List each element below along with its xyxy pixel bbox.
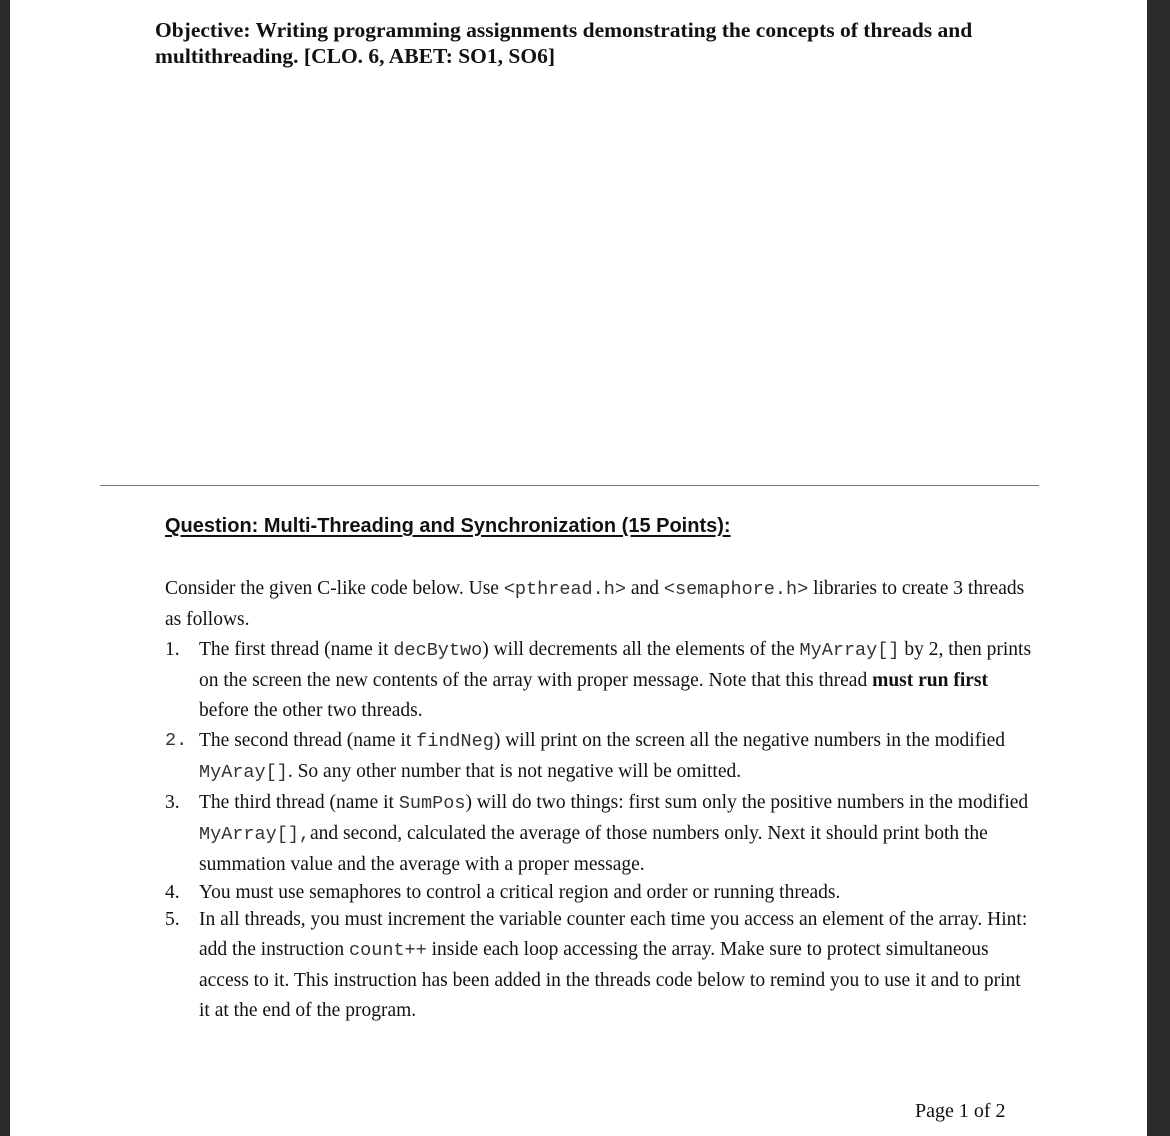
list-item [165, 788, 1035, 880]
list-item [165, 726, 1035, 788]
code-myarray: MyArray[] [799, 640, 900, 661]
code-myaray: MyAray[] [199, 762, 288, 783]
code-myarray: MyArray[], [199, 824, 311, 845]
list-item-number: 1. [165, 639, 180, 660]
code-decbytwo: decBytwo [393, 640, 483, 661]
item-text: ) will print on the screen all the negative numbers in the modified [493, 730, 1006, 751]
code-sumpos: SumPos [398, 793, 466, 814]
page-number: Page 1 of 2 [915, 1100, 1006, 1122]
list-item-number: 3. [165, 792, 180, 813]
semaphore-header-code: <semaphore.h> [663, 579, 809, 600]
list-item [165, 880, 1035, 905]
horizontal-divider [100, 485, 1039, 486]
list-item [165, 635, 1035, 726]
item-text: The third thread (name it [199, 792, 399, 813]
item-text: by 2, then prints on the screen the new contents of the array with proper message. Note that this thread [199, 639, 1032, 691]
list-item-number: 5. [165, 909, 180, 930]
list-item-number: 4. [165, 882, 180, 903]
item-text: ) will do two things: first sum only the positive numbers in the modified [465, 792, 1029, 813]
intro-text-2: and [625, 578, 664, 599]
item-text: . So any other number that is not negative will be omitted. [287, 761, 742, 782]
item-text: The second thread (name it [199, 730, 417, 751]
question-title: Question: Multi-Threading and Synchronization (15 Points): [165, 515, 731, 537]
list-item-number: 2. [165, 730, 188, 751]
item-text: You must use semaphores to control a critical region and order or running threads. [199, 882, 841, 903]
item-text: ) will decrements all the elements of the [482, 639, 800, 660]
item-text: before the other two threads. [199, 700, 423, 721]
code-findneg: findNeg [416, 731, 494, 752]
list-item [165, 905, 1035, 1026]
pthread-header-code: <pthread.h> [503, 579, 626, 600]
item-text: inside each loop accessing the array. Make sure to protect simultaneous access to it. This instruction has been added in the threads code below to remind you to use it and to print it at the end of the program. [199, 939, 1021, 1021]
document-page [10, 0, 1147, 1136]
item-text: and second, calculated the average of those numbers only. Next it should print both the summation value and the average with a proper message. [199, 823, 988, 875]
objective-heading [155, 17, 1035, 69]
emphasis-text: must run first [872, 670, 988, 691]
question-body [165, 574, 1035, 1026]
intro-text-1: Consider the given C-like code below. Use [165, 578, 504, 599]
intro-paragraph [165, 574, 1035, 635]
item-text: In all threads, you must increment the variable counter each time you access an element of the array. Hint: add the instruction [199, 909, 1028, 960]
item-text: The first thread (name it [199, 639, 394, 660]
objective-text: Writing programming assignments demonstrating the concepts of threads and multithreading. [CLO. 6, ABET: SO1, SO6] [155, 18, 973, 68]
objective-label: Objective: [155, 18, 251, 42]
code-count-increment: count++ [349, 940, 427, 961]
intro-text-3: libraries to create 3 threads as follows. [165, 578, 1025, 630]
